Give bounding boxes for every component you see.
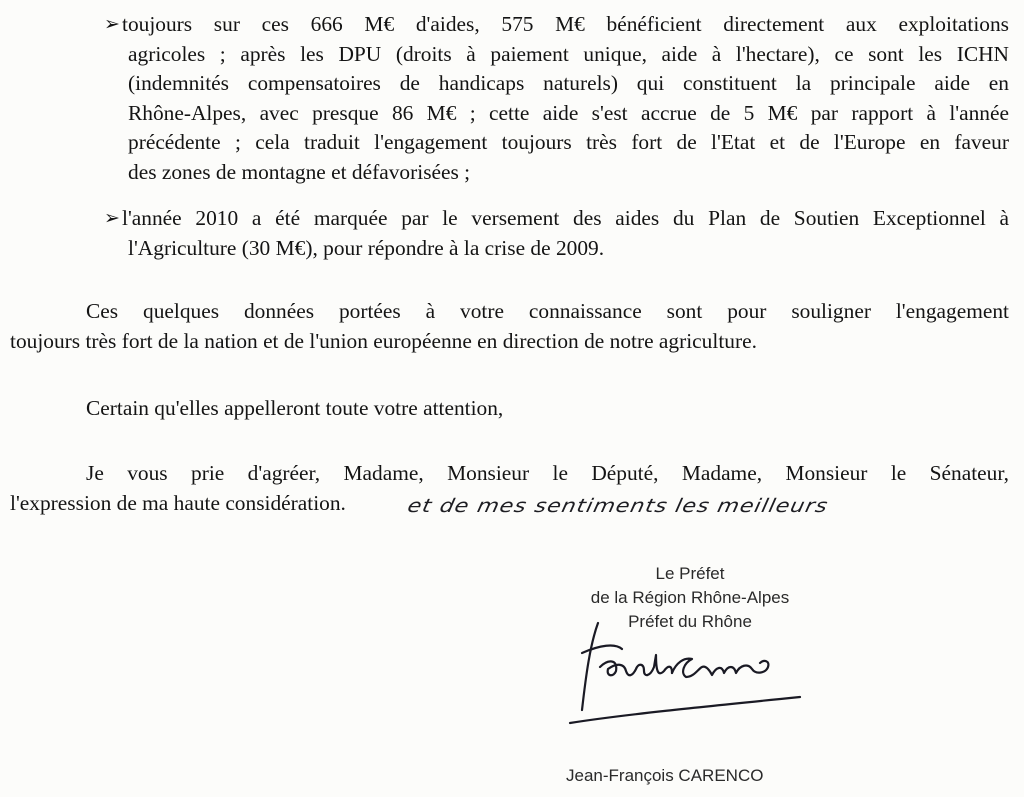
paragraph-line: l'expression de ma haute considération.	[10, 490, 346, 515]
arrowhead-bullet-icon: ➢	[104, 207, 120, 229]
paragraph-line: toujours très fort de la nation et de l'union européenne en direction de notre agriculture.	[10, 328, 757, 353]
arrowhead-bullet-icon: ➢	[104, 13, 120, 35]
bullet-line: (indemnités compensatoires de handicaps naturels) qui constituent la principale aide en	[128, 71, 1009, 95]
paragraph-attention	[10, 394, 1009, 424]
signer-name: Jean-François CARENCO	[566, 766, 764, 785]
paragraph-line: Je vous prie d'agréer, Madame, Monsieur le Député, Madame, Monsieur le Sénateur,	[86, 461, 1009, 485]
bullet-line: l'Agriculture (30 M€), pour répondre à la crise de 2009.	[128, 235, 605, 260]
handwritten-signature	[560, 615, 820, 735]
bullet-line: précédente ; cela traduit l'engagement toujours très fort de l'Etat et de l'Europe en faveur	[128, 130, 1009, 154]
bullet-line: Rhône-Alpes, avec presque 86 M€ ; cette aide s'est accrue de 5 M€ par rapport à l'année	[128, 100, 1009, 125]
bullet-line: l'année 2010 a été marquée par le versement des aides du Plan de Soutien Exceptionnel à	[122, 206, 1009, 230]
paragraph-line: Ces quelques données portées à votre connaissance sont pour souligner l'engagement	[86, 299, 1009, 323]
bullet-line: agricoles ; après les DPU (droits à paiement unique, aide à l'hectare), ce sont les ICHN	[128, 41, 1009, 66]
bullet-item-aides	[104, 10, 1009, 187]
bullet-item-plan-soutien	[104, 204, 1009, 263]
signer-role: Préfet du Rhône	[628, 612, 752, 631]
bullet-line: des zones de montagne et défavorisées ;	[128, 159, 471, 184]
bullet-line: toujours sur ces 666 M€ d'aides, 575 M€ bénéficient directement aux exploitations	[122, 12, 1009, 36]
signer-title: Le Préfet	[655, 564, 725, 583]
paragraph-engagement	[10, 297, 1009, 356]
signer-region: de la Région Rhône-Alpes	[590, 588, 790, 607]
handwritten-note: et de mes sentiments les meilleurs	[405, 496, 831, 518]
paragraph-line: Certain qu'elles appelleront toute votre attention,	[86, 396, 504, 420]
